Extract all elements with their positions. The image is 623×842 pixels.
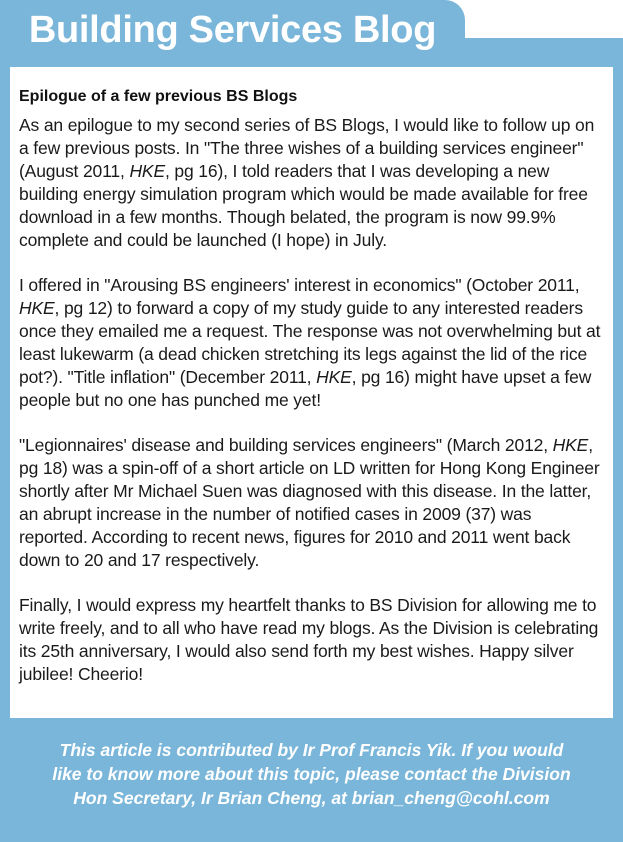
blog-title: Building Services Blog [28,9,437,51]
paragraph-text: "Legionnaires' disease and building services engineers" (March 2012, [19,435,553,455]
contributor-note-line-3: Hon Secretary, Ir Brian Cheng, at brian_cheng@cohl.com [73,788,550,808]
paragraph-text: As an epilogue to my second series of BS Blogs, I would like to follow up on a few previous posts. In "The three wishes of a building services engineer" (August 2011, [19,115,595,181]
publication-abbrev: HKE [129,161,165,181]
paragraph-text: Finally, I would express my heartfelt thanks to BS Division for allowing me to write freely, and to all who have read my blogs. As the Division is celebrating its 25th anniversary, I would also send forth my best wishes. Happy silver jubilee! Cheerio! [19,595,599,684]
paragraph-text: , pg 18) was a spin-off of a short article on LD written for Hong Kong Engineer shortly after Mr Michael Suen was diagnosed with this disease. In the latter, an abrupt increase in the number of notified cases in 2009 (37) was reported. According to recent news, figures for 2010 and 2011 went back down to 20 and 17 respectively. [19,435,600,570]
article-paragraph-1 [19,114,603,252]
article-box [10,67,613,718]
article-paragraph-2 [19,274,603,412]
paragraph-text: , pg 16) might have upset a few people but no one has punched me yet! [19,367,592,410]
paragraph-text: I offered in "Arousing BS engineers' interest in economics" (October 2011, [19,275,580,295]
paragraph-text: , pg 12) to forward a copy of my study guide to any interested readers once they emailed me a request. The response was not overwhelming but at least lukewarm (a dead chicken stretching its legs against the lid of the rice pot?). "Title inflation" (December 2011, [19,298,601,387]
contributor-note [0,738,623,810]
title-tab [0,0,465,68]
contributor-note-line-2: like to know more about this topic, please contact the Division [52,764,571,784]
contributor-note-line-1: This article is contributed by Ir Prof Francis Yik. If you would [59,740,564,760]
paragraph-text: , pg 16), I told readers that I was developing a new building energy simulation program which would be made available for free download in a few months. Though belated, the program is now 99.9% complete and could be launched (I hope) in July. [19,161,588,250]
article-paragraph-3 [19,434,603,572]
article-heading: Epilogue of a few previous BS Blogs [19,88,298,105]
article-paragraph-4 [19,594,603,686]
publication-abbrev: HKE [19,298,55,318]
publication-abbrev: HKE [316,367,352,387]
publication-abbrev: HKE [552,435,589,455]
